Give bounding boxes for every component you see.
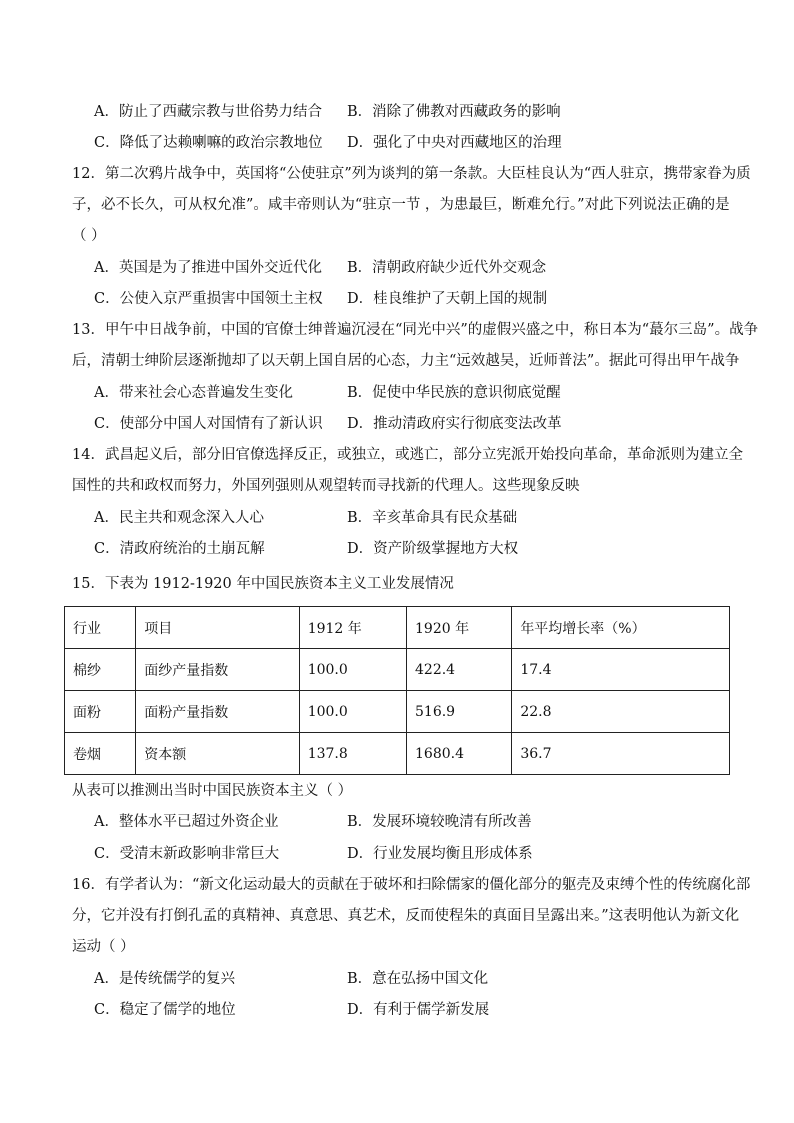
table-cell: 棉纱: [65, 649, 136, 691]
q13-option-c: C．使部分中国人对国情有了新认识: [94, 416, 323, 432]
q15-option-d: D．行业发展均衡且形成体系: [347, 846, 533, 862]
q15-option-b: B．发展环境较晚清有所改善: [347, 814, 532, 830]
table-header-row: [65, 607, 730, 649]
q16-option-d: D．有利于儒学新发展: [347, 1002, 490, 1018]
q14-stem-line-1: 14．武昌起义后，部分旧官僚选择反正，或独立，或逃亡，部分立宪派开始投向革命，革命派则为建立全: [72, 447, 743, 463]
q11-option-b: B．消除了佛教对西藏政务的影响: [347, 104, 561, 120]
q12-option-d: D．桂良维护了天朝上国的规制: [347, 291, 548, 307]
q14-option-a: A．民主共和观念深入人心: [94, 510, 264, 526]
q16-stem-line-3: 运动（ ）: [72, 939, 135, 955]
table-row: [65, 733, 730, 775]
table-cell: 卷烟: [65, 733, 136, 775]
table-row: [65, 649, 730, 691]
table-cell: 面纱产量指数: [136, 649, 299, 691]
header-item: 项目: [136, 607, 299, 649]
q14-option-c: C．清政府统治的土崩瓦解: [94, 541, 265, 557]
q12-option-a: A．英国是为了推进中国外交近代化: [94, 260, 322, 276]
q13-option-d: D．推动清政府实行彻底变法改革: [347, 416, 562, 432]
q12-stem-line-3: （ ）: [72, 228, 106, 244]
q16-option-a: A．是传统儒学的复兴: [94, 971, 235, 987]
q13-stem-line-2: 后，清朝士绅阶层逐渐抛却了以天朝上国自居的心态，力主“远效越吴，近师普法”。据此可得出甲午战争: [72, 353, 740, 369]
q15-option-c: C．受清末新政影响非常巨大: [94, 846, 280, 862]
header-1912: 1912 年: [299, 607, 406, 649]
table-cell: 1680.4: [407, 733, 512, 775]
q12-stem-line-1: 12．第二次鸦片战争中，英国将“公使驻京”列为谈判的第一条款。大臣桂良认为“西人驻京，携带家眷为质: [72, 166, 751, 182]
q12-option-b: B．清朝政府缺少近代外交观念: [347, 260, 547, 276]
q16-option-b: B．意在弘扬中国文化: [347, 971, 489, 987]
q12-stem-line-2: 子，必不长久，可从权允准”。咸丰帝则认为“驻京一节 ，为患最巨，断难允行。”对此下列说法正确的是: [72, 197, 730, 213]
table-cell: 422.4: [407, 649, 512, 691]
q11-option-d: D．强化了中央对西藏地区的治理: [347, 135, 562, 151]
q14-option-d: D．资产阶级掌握地方大权: [347, 541, 519, 557]
q13-option-b: B．促使中华民族的意识彻底觉醒: [347, 385, 561, 401]
table-cell: 面粉产量指数: [136, 691, 299, 733]
header-1920: 1920 年: [407, 607, 512, 649]
q16-stem-line-2: 分，它并没有打倒孔孟的真精神、真意思、真艺术，反而使程朱的真面目呈露出来。”这表明他认为新文化: [72, 908, 740, 924]
q15-option-a: A．整体水平已超过外资企业: [94, 814, 279, 830]
table-row: [65, 691, 730, 733]
q14-option-b: B．辛亥革命具有民众基础: [347, 510, 518, 526]
q16-option-c: C．稳定了儒学的地位: [94, 1002, 236, 1018]
header-growth-rate: 年平均增长率（%）: [512, 607, 730, 649]
table-cell: 22.8: [512, 691, 730, 733]
q13-stem-line-1: 13．甲午中日战争前，中国的官僚士绅普遍沉浸在“同光中兴”的虚假兴盛之中，称日本为“蕞尔三岛”。战争: [72, 322, 759, 338]
table-cell: 516.9: [407, 691, 512, 733]
q15-stem: 15．下表为 1912-1920 年中国民族资本主义工业发展情况: [72, 576, 454, 592]
q14-stem-line-2: 国性的共和政权而努力，外国列强则从观望转而寻找新的代理人。这些现象反映: [72, 478, 580, 494]
header-industry: 行业: [65, 607, 136, 649]
table-cell: 36.7: [512, 733, 730, 775]
table-cell: 资本额: [136, 733, 299, 775]
q12-option-c: C．公使入京严重损害中国领土主权: [94, 291, 323, 307]
q11-option-a: A．防止了西藏宗教与世俗势力结合: [94, 104, 322, 120]
industry-table: [64, 606, 730, 775]
table-cell: 17.4: [512, 649, 730, 691]
q16-stem-line-1: 16．有学者认为：“新文化运动最大的贡献在于破坏和扫除儒家的僵化部分的躯壳及束缚个性的传统腐化部: [72, 877, 751, 893]
q11-option-c: C．降低了达赖喇嘛的政治宗教地位: [94, 135, 323, 151]
table-cell: 100.0: [299, 691, 406, 733]
table-cell: 面粉: [65, 691, 136, 733]
q15-question: 从表可以推测出当时中国民族资本主义（ ）: [72, 783, 353, 799]
table-cell: 100.0: [299, 649, 406, 691]
table-cell: 137.8: [299, 733, 406, 775]
q13-option-a: A．带来社会心态普遍发生变化: [94, 385, 293, 401]
